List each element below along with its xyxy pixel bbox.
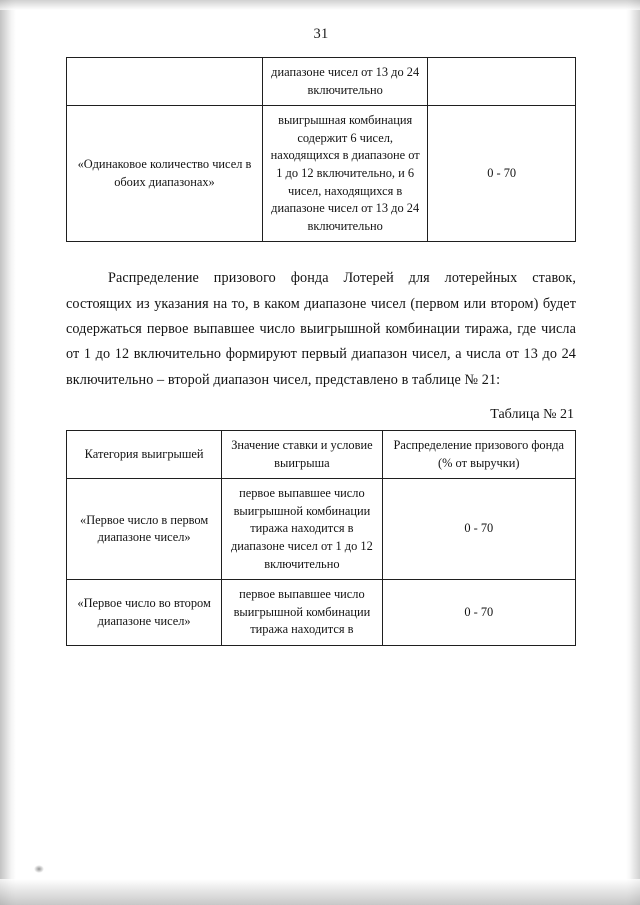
table-row xyxy=(67,106,576,242)
cell-condition: диапазоне чисел от 13 до 24 включительно xyxy=(262,58,427,106)
header-prize: Распределение призового фонда (% от выручки) xyxy=(382,430,575,478)
cell-category: «Одинаковое количество чисел в обоих диапазонах» xyxy=(67,106,263,242)
cell-prize xyxy=(428,58,576,106)
table-row xyxy=(67,58,576,106)
cell-prize: 0 - 70 xyxy=(382,580,575,646)
table-header-row xyxy=(67,430,576,478)
cell-condition: первое выпавшее число выигрышной комбинации тиража находится в xyxy=(222,580,382,646)
scan-edge-bottom xyxy=(0,879,640,905)
page-number: 31 xyxy=(313,26,329,42)
cell-condition: выигрышная комбинация содержит 6 чисел, находящихся в диапазоне от 1 до 12 включительно, и 6 чисел, находящихся в диапазоне чисел от 13 до 24 включительно xyxy=(262,106,427,242)
cell-condition: первое выпавшее число выигрышной комбинации тиража находится в диапазоне чисел от 1 до 12 включительно xyxy=(222,479,382,580)
header-category: Категория выигрышей xyxy=(67,430,222,478)
cell-prize: 0 - 70 xyxy=(382,479,575,580)
cell-category: «Первое число в первом диапазоне чисел» xyxy=(67,479,222,580)
scan-smudge xyxy=(34,865,44,873)
table-21-caption: Таблица № 21 xyxy=(490,406,574,422)
cell-category xyxy=(67,58,263,106)
table-row xyxy=(67,580,576,646)
body-paragraph: Распределение призового фонда Лотерей для лотерейных ставок, состоящих из указания на то, в каком диапазоне чисел (первом или втором) будет содержаться первое выпавшее число выигрышной комбинации тиража, где числа от 1 до 12 включительно формируют первый диапазон чисел, а числа от 13 до 24 включительно – второй диапазон чисел, представлено в таблице № 21: xyxy=(66,270,576,388)
table-row xyxy=(67,479,576,580)
header-condition: Значение ставки и условие выигрыша xyxy=(222,430,382,478)
table-20-continued xyxy=(66,57,576,242)
cell-prize: 0 - 70 xyxy=(428,106,576,242)
cell-category: «Первое число во втором диапазоне чисел» xyxy=(67,580,222,646)
table-21 xyxy=(66,430,576,646)
